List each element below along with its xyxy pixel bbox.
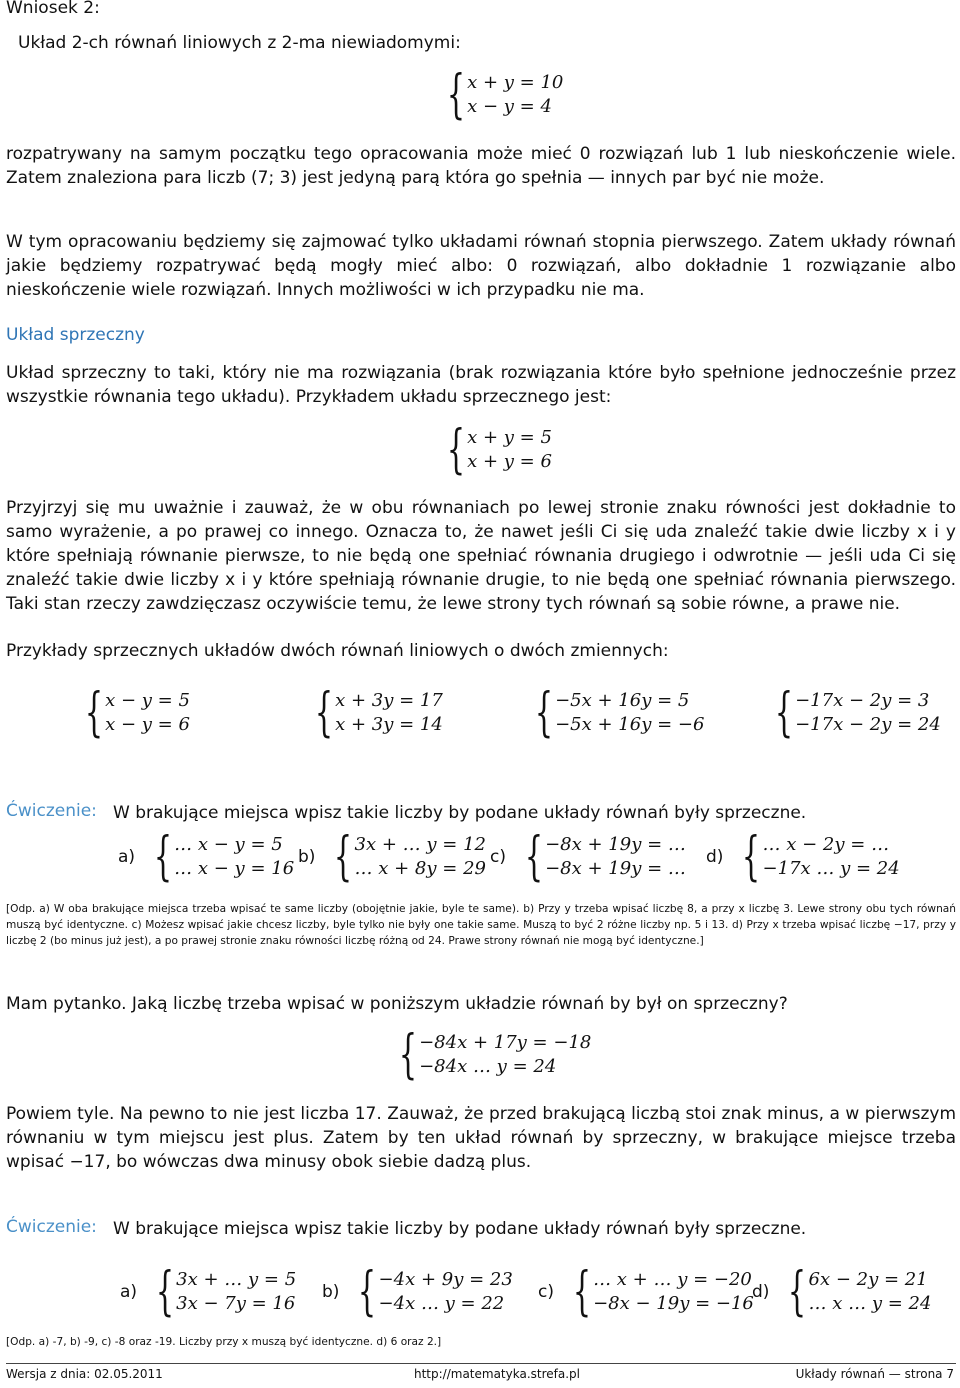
equation: x + y = 5 <box>467 427 552 448</box>
paragraph-4: Przyjrzyj się mu uważnie i zauważ, że w obu równaniach po lewej stronie znaku równości jest dokładnie to samo wyrażenie, a po prawej co innego. Oznacza to, że nawet jeśli Ci się uda znaleźć takie dwie liczby x i y które spełniają równanie pierwsze, to nie będą one spełniać równania drugiego i odwrotnie — jeśli uda Ci się znaleźć takie dwie liczby x i y które spełniają równanie drugie, to nie będą one spełniać równania pierwszego. Taki stan rzeczy zawdzięczasz oczywiście temu, że lewe strony tych równań są sobie równe, a prawe nie. <box>6 498 956 614</box>
question-text: Mam pytanko. Jaką liczbę trzeba wpisać w poniższym układzie równań by był on sprzeczny? <box>6 994 788 1014</box>
intro-text: Układ 2-ch równań liniowych z 2-ma niewiadomymi: <box>18 33 461 53</box>
footer-page-number: Układy równań — strona 7 <box>795 1367 954 1381</box>
exercise-1-item-b: b) { 3x + … y = 12 … x + 8y = 29 <box>298 827 486 887</box>
footer-link[interactable]: http://matematyka.strefa.pl <box>414 1367 581 1381</box>
paragraph-1: rozpatrywany na samym początku tego opracowania może mieć 0 rozwiązań lub 1 lub nieskończenie wiele. Zatem znaleziona para liczb (7; 3) jest jedyną parą która go spełnia — innych par być nie może. <box>6 144 956 188</box>
footer-version: Wersja z dnia: 02.05.2011 <box>6 1367 163 1381</box>
exercise-2-label: Ćwiczenie: <box>6 1217 97 1237</box>
footer-rule <box>6 1363 956 1364</box>
exercise-2-item-b: b) { −4x + 9y = 23 −4x … y = 22 <box>322 1262 513 1322</box>
example-system-1: { x − y = 5 x − y = 6 <box>84 683 190 743</box>
exercise-1-item-a: a) { … x − y = 5 … x − y = 16 <box>118 827 295 887</box>
equation: x + y = 6 <box>467 451 552 472</box>
equation: x − y = 4 <box>467 96 552 117</box>
example-system-3: { −5x + 16y = 5 −5x + 16y = −6 <box>534 683 705 743</box>
exercise-1-label: Ćwiczenie: <box>6 801 97 821</box>
subheading-sprzeczny: Układ sprzeczny <box>6 325 145 345</box>
system-main: { x + y = 10 x − y = 4 <box>446 65 564 125</box>
exercise-2-item-c: c) { … x + … y = −20 −8x − 19y = −16 <box>538 1262 754 1322</box>
paragraph-3: Układ sprzeczny to taki, który nie ma rozwiązania (brak rozwiązania które było spełnione jednocześnie przez wszystkie równania tego układu). Przykładem układu sprzecznego jest: <box>6 363 956 407</box>
exercise-1-item-d: d) { … x − 2y = … −17x … y = 24 <box>706 827 900 887</box>
equation: x + y = 10 <box>467 72 564 93</box>
example-system-4: { −17x − 2y = 3 −17x − 2y = 24 <box>774 683 941 743</box>
system-example: { x + y = 5 x + y = 6 <box>446 420 552 480</box>
exercise-1-answer: [Odp. a) W oba brakujące miejsca trzeba wpisać te same liczby (obojętnie jakie, byle te same). b) Przy y trzeba wpisać liczbę 8, a przy x liczbę 3. Lewe strony obu tych równań muszą być identyczne. c) Możesz wpisać jakie chcesz liczby, byle tylko nie były one takie same. Muszą to być 2 różne liczby np. 5 i 13. d) Przy x trzeba wpisać liczbę −17, przy y liczbę 2 (bo minus już jest), a po prawej stronie znaku równości liczbę różną od 24. Prawe strony równań nie mogą być identyczne.] <box>6 903 956 947</box>
exercise-2-answer: [Odp. a) -7, b) -9, c) -8 oraz -19. Liczby przy x muszą być identyczne. d) 6 oraz 2.] <box>6 1336 442 1348</box>
paragraph-6: Powiem tyle. Na pewno to nie jest liczba 17. Zauważ, że przed brakującą liczbą stoi znak minus, a w pierwszym równaniu w tym miejscu jest plus. Zatem by ten układ równań by sprzeczny, w brakujące miejsce trzeba wpisać −17, bo wówczas dwa minusy obok siebie dadzą plus. <box>6 1104 956 1172</box>
exercise-2-text: W brakujące miejsca wpisz takie liczby by podane układy równań były sprzeczne. <box>113 1219 807 1239</box>
exercise-2-item-d: d) { 6x − 2y = 21 … x … y = 24 <box>752 1262 932 1322</box>
paragraph-2: W tym opracowaniu będziemy się zajmować tylko układami równań stopnia pierwszego. Zatem układy równań jakie będziemy rozpatrywać będą mogły mieć albo: 0 rozwiązań, albo dokładnie 1 rozwiązanie albo nieskończenie wiele rozwiązań. Innych możliwości w ich przypadku nie ma. <box>6 232 956 300</box>
section-heading: Wniosek 2: <box>6 0 100 18</box>
system-question: { −84x + 17y = −18 −84x … y = 24 <box>398 1025 592 1085</box>
exercise-1-text: W brakujące miejsca wpisz takie liczby by podane układy równań były sprzeczne. <box>113 803 807 823</box>
exercise-2-item-a: a) { 3x + … y = 5 3x − 7y = 16 <box>120 1262 297 1322</box>
exercise-1-item-c: c) { −8x + 19y = … −8x + 19y = … <box>490 827 686 887</box>
paragraph-5: Przykłady sprzecznych układów dwóch równań liniowych o dwóch zmiennych: <box>6 641 669 661</box>
example-system-2: { x + 3y = 17 x + 3y = 14 <box>314 683 443 743</box>
